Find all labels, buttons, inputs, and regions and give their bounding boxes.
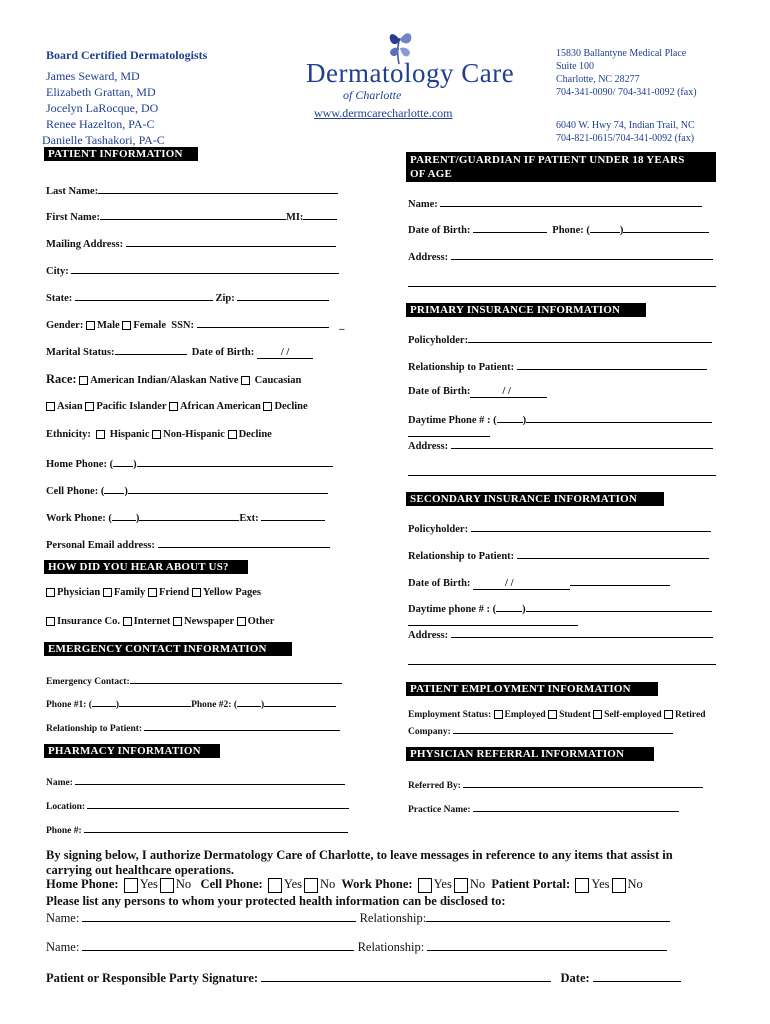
newspaper-checkbox[interactable]	[173, 617, 182, 626]
signature-row[interactable]: Patient or Responsible Party Signature: Date:	[46, 969, 681, 986]
logo-main-text: Dermatology Care	[306, 58, 515, 88]
employment-status-field: Employment Status: Employed Student Self-employed Retired	[408, 710, 706, 720]
primary-insurance-header: PRIMARY INSURANCE INFORMATION	[406, 303, 646, 317]
employment-company-field[interactable]: Company:	[408, 723, 673, 737]
doctor-name: Danielle Tashakori, PA-C	[42, 133, 165, 147]
cell-phone-field[interactable]: Cell Phone: ( )	[46, 483, 328, 497]
referral-header: PHYSICIAN REFERRAL INFORMATION	[406, 747, 654, 761]
insurance-checkbox[interactable]	[46, 617, 55, 626]
guardian-address-line2[interactable]	[408, 276, 716, 290]
guardian-header: PARENT/GUARDIAN IF PATIENT UNDER 18 YEARS OF AGE	[406, 152, 716, 182]
doctor-name: Renee Hazelton, PA-C	[46, 117, 155, 131]
address-line: 704-341-0090/ 704-341-0092 (fax)	[556, 87, 697, 98]
guardian-dob-phone-field[interactable]: Date of Birth: Phone: ( )	[408, 222, 709, 236]
secondary-dob-field[interactable]: Date of Birth: / /	[408, 575, 670, 589]
last-name-field[interactable]: Last Name:	[46, 183, 338, 197]
doctor-list	[46, 68, 158, 132]
hear-options-row: Insurance Co. Internet Newspaper Other	[46, 616, 274, 627]
student-checkbox[interactable]	[548, 710, 557, 719]
primary-address-field[interactable]: Address:	[408, 438, 713, 452]
friend-checkbox[interactable]	[148, 588, 157, 597]
secondary-address-line2[interactable]	[408, 654, 716, 668]
first-name-field[interactable]: First Name: MI:	[46, 209, 337, 223]
referred-by-field[interactable]: Referred By:	[408, 777, 703, 791]
practice-name-field[interactable]: Practice Name:	[408, 801, 679, 815]
secondary-insurance-header: SECONDARY INSURANCE INFORMATION	[406, 492, 664, 506]
ethnicity-field: Ethnicity: Hispanic Non-Hispanic Decline	[46, 429, 272, 440]
secondary-address-field[interactable]: Address:	[408, 627, 713, 641]
internet-checkbox[interactable]	[123, 617, 132, 626]
secondary-policyholder-field[interactable]: Policyholder:	[408, 521, 711, 535]
work-yes-checkbox[interactable]	[418, 878, 432, 893]
work-phone-field[interactable]: Work Phone: ( ) Ext:	[46, 510, 325, 524]
home-yes-checkbox[interactable]	[124, 878, 138, 893]
address-line: 15830 Ballantyne Medical Place	[556, 48, 687, 59]
primary-address-line2[interactable]	[408, 465, 716, 479]
address-line: 6040 W. Hwy 74, Indian Trail, NC	[556, 120, 695, 131]
contact-permission-row: Home Phone: Yes No Cell Phone: Yes No Work Phone: Yes No Patient Portal: Yes No	[46, 877, 643, 891]
employment-header: PATIENT EMPLOYMENT INFORMATION	[406, 682, 658, 696]
secondary-daytime-phone-field[interactable]: Daytime phone # : ( )	[408, 601, 712, 615]
race-african-checkbox[interactable]	[169, 402, 178, 411]
work-no-checkbox[interactable]	[454, 878, 468, 893]
race-pacific-checkbox[interactable]	[85, 402, 94, 411]
race-options-row: Asian Pacific Islander African American Decline	[46, 401, 308, 412]
female-checkbox[interactable]	[122, 321, 131, 330]
address-line: 704-821-0615/704-341-0092 (fax)	[556, 133, 695, 144]
yellow-pages-checkbox[interactable]	[192, 588, 201, 597]
doctor-name: Elizabeth Grattan, MD	[46, 85, 156, 99]
practice-group: Board Certified Dermatologists	[46, 48, 208, 62]
authorization-text: By signing below, I authorize Dermatology Care of Charlotte, to leave messages in reference to any items that assist in carrying out healthcare operations.	[46, 848, 673, 877]
pharmacy-header: PHARMACY INFORMATION	[44, 744, 220, 758]
disclosure-person-1[interactable]: Name: Relationship:	[46, 909, 670, 926]
doctor-name: Jocelyn LaRocque, DO	[46, 101, 159, 115]
emergency-phone-field[interactable]: Phone #1: ( ) Phone #2: ( )	[46, 696, 336, 710]
disclosure-person-2[interactable]: Name: Relationship:	[46, 938, 667, 955]
physician-checkbox[interactable]	[46, 588, 55, 597]
pharmacy-name-field[interactable]: Name:	[46, 774, 345, 788]
race-decline-checkbox[interactable]	[263, 402, 272, 411]
male-checkbox[interactable]	[86, 321, 95, 330]
race-field: Race: American Indian/Alaskan Native Caucasian	[46, 372, 302, 386]
other-checkbox[interactable]	[237, 617, 246, 626]
website-link[interactable]: www.dermcarecharlotte.com	[314, 106, 453, 120]
self-employed-checkbox[interactable]	[593, 710, 602, 719]
emergency-header: EMERGENCY CONTACT INFORMATION	[44, 642, 292, 656]
address-line: Suite 100	[556, 61, 595, 72]
primary-policyholder-field[interactable]: Policyholder:	[408, 332, 712, 346]
mailing-address-field[interactable]: Mailing Address:	[46, 236, 336, 250]
pharmacy-location-field[interactable]: Location:	[46, 798, 349, 812]
doctor-name: James Seward, MD	[46, 69, 140, 83]
city-field[interactable]: City:	[46, 263, 339, 277]
family-checkbox[interactable]	[103, 588, 112, 597]
address-line: Charlotte, NC 28277	[556, 74, 640, 85]
race-caucasian-checkbox[interactable]	[241, 376, 250, 385]
race-native-checkbox[interactable]	[79, 376, 88, 385]
address-secondary	[556, 119, 695, 145]
patient-info-header: PATIENT INFORMATION	[44, 147, 198, 161]
retired-checkbox[interactable]	[664, 710, 673, 719]
pharmacy-phone-field[interactable]: Phone #:	[46, 822, 348, 836]
home-phone-field[interactable]: Home Phone: ( )	[46, 456, 333, 470]
hear-options-row: Physician Family Friend Yellow Pages	[46, 587, 261, 598]
cell-no-checkbox[interactable]	[304, 878, 318, 893]
home-no-checkbox[interactable]	[160, 878, 174, 893]
employed-checkbox[interactable]	[494, 710, 503, 719]
primary-relationship-field[interactable]: Relationship to Patient:	[408, 359, 707, 373]
disclose-instruction: Please list any persons to whom your protected health information can be disclosed to:	[46, 894, 506, 908]
email-field[interactable]: Personal Email address:	[46, 537, 330, 551]
non-hispanic-checkbox[interactable]	[152, 430, 161, 439]
logo-sub-text: of Charlotte	[343, 88, 402, 102]
guardian-name-field[interactable]: Name:	[408, 196, 702, 210]
race-asian-checkbox[interactable]	[46, 402, 55, 411]
portal-no-checkbox[interactable]	[612, 878, 626, 893]
primary-daytime-phone-field[interactable]: Daytime Phone # : ( )	[408, 412, 712, 426]
gender-ssn-field[interactable]: Gender: Male Female SSN: _	[46, 317, 344, 331]
portal-yes-checkbox[interactable]	[575, 878, 589, 893]
emergency-relationship-field[interactable]: Relationship to Patient:	[46, 720, 340, 734]
address-main	[556, 47, 697, 99]
secondary-relationship-field[interactable]: Relationship to Patient:	[408, 548, 709, 562]
state-zip-field[interactable]: State: Zip:	[46, 290, 329, 304]
emergency-contact-field[interactable]: Emergency Contact:	[46, 673, 342, 687]
hispanic-checkbox[interactable]	[96, 430, 105, 439]
cell-yes-checkbox[interactable]	[268, 878, 282, 893]
guardian-address-field[interactable]: Address:	[408, 249, 713, 263]
ethnicity-decline-checkbox[interactable]	[228, 430, 237, 439]
hear-about-header: HOW DID YOU HEAR ABOUT US?	[44, 560, 248, 574]
primary-dob-field[interactable]: Date of Birth: / /	[408, 386, 547, 397]
marital-dob-field[interactable]: Marital Status: Date of Birth: / /	[46, 344, 313, 358]
